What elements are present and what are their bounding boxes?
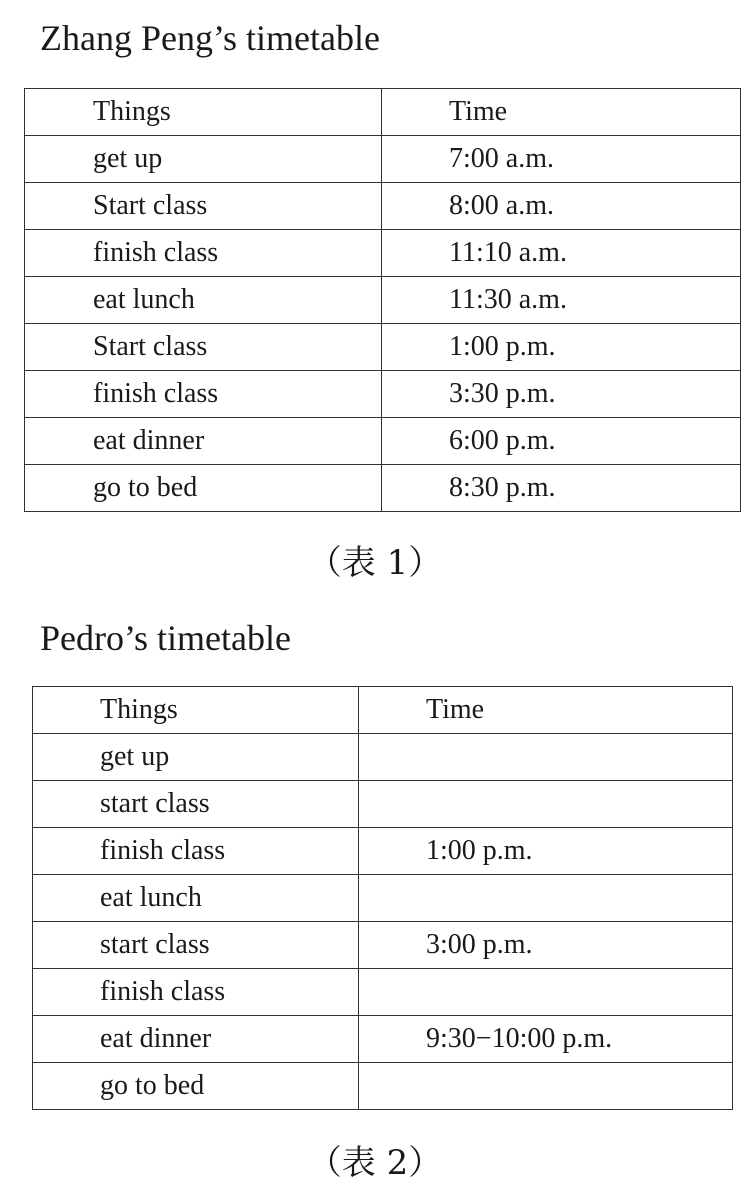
table-row [25, 277, 741, 324]
table-header-row [33, 687, 733, 734]
table-row [25, 136, 741, 183]
pedro-timetable-title: Pedro’s timetable [40, 618, 291, 658]
time-column-header: Time [382, 89, 741, 136]
table-row [25, 465, 741, 512]
thing-cell: Start class [25, 183, 382, 230]
time-cell: 11:10 a.m. [382, 230, 741, 277]
time-cell: 9:30−10:00 p.m. [359, 1016, 733, 1063]
thing-cell: get up [25, 136, 382, 183]
time-cell: 7:00 a.m. [382, 136, 741, 183]
time-cell [359, 969, 733, 1016]
thing-cell: go to bed [33, 1063, 359, 1110]
thing-cell: get up [33, 734, 359, 781]
table-row [33, 781, 733, 828]
thing-cell: start class [33, 922, 359, 969]
table-row [33, 828, 733, 875]
things-column-header: Things [25, 89, 382, 136]
time-cell: 3:30 p.m. [382, 371, 741, 418]
table-row [25, 230, 741, 277]
thing-cell: finish class [33, 969, 359, 1016]
time-cell [359, 734, 733, 781]
table-row [33, 969, 733, 1016]
table-row [33, 1063, 733, 1110]
time-cell: 8:00 a.m. [382, 183, 741, 230]
zhang-peng-timetable-title: Zhang Peng’s timetable [40, 18, 380, 58]
thing-cell: eat lunch [33, 875, 359, 922]
time-cell [359, 781, 733, 828]
time-cell: 1:00 p.m. [382, 324, 741, 371]
thing-cell: finish class [25, 230, 382, 277]
table-row [33, 875, 733, 922]
table-1-caption: （表 1） [307, 543, 443, 583]
thing-cell: finish class [25, 371, 382, 418]
time-cell: 3:00 p.m. [359, 922, 733, 969]
table-row [33, 734, 733, 781]
table-row [25, 371, 741, 418]
time-cell [359, 875, 733, 922]
table-row [25, 183, 741, 230]
time-column-header: Time [359, 687, 733, 734]
time-cell: 8:30 p.m. [382, 465, 741, 512]
time-cell: 6:00 p.m. [382, 418, 741, 465]
table-row [25, 324, 741, 371]
pedro-timetable [32, 686, 733, 1110]
time-cell: 1:00 p.m. [359, 828, 733, 875]
table-row [25, 418, 741, 465]
thing-cell: eat lunch [25, 277, 382, 324]
thing-cell: Start class [25, 324, 382, 371]
table-row [33, 922, 733, 969]
thing-cell: eat dinner [25, 418, 382, 465]
thing-cell: go to bed [25, 465, 382, 512]
table-2-caption: （表 2） [307, 1143, 443, 1183]
table-header-row [25, 89, 741, 136]
zhang-peng-timetable [24, 88, 741, 512]
table-row [33, 1016, 733, 1063]
thing-cell: eat dinner [33, 1016, 359, 1063]
things-column-header: Things [33, 687, 359, 734]
time-cell: 11:30 a.m. [382, 277, 741, 324]
thing-cell: finish class [33, 828, 359, 875]
time-cell [359, 1063, 733, 1110]
thing-cell: start class [33, 781, 359, 828]
